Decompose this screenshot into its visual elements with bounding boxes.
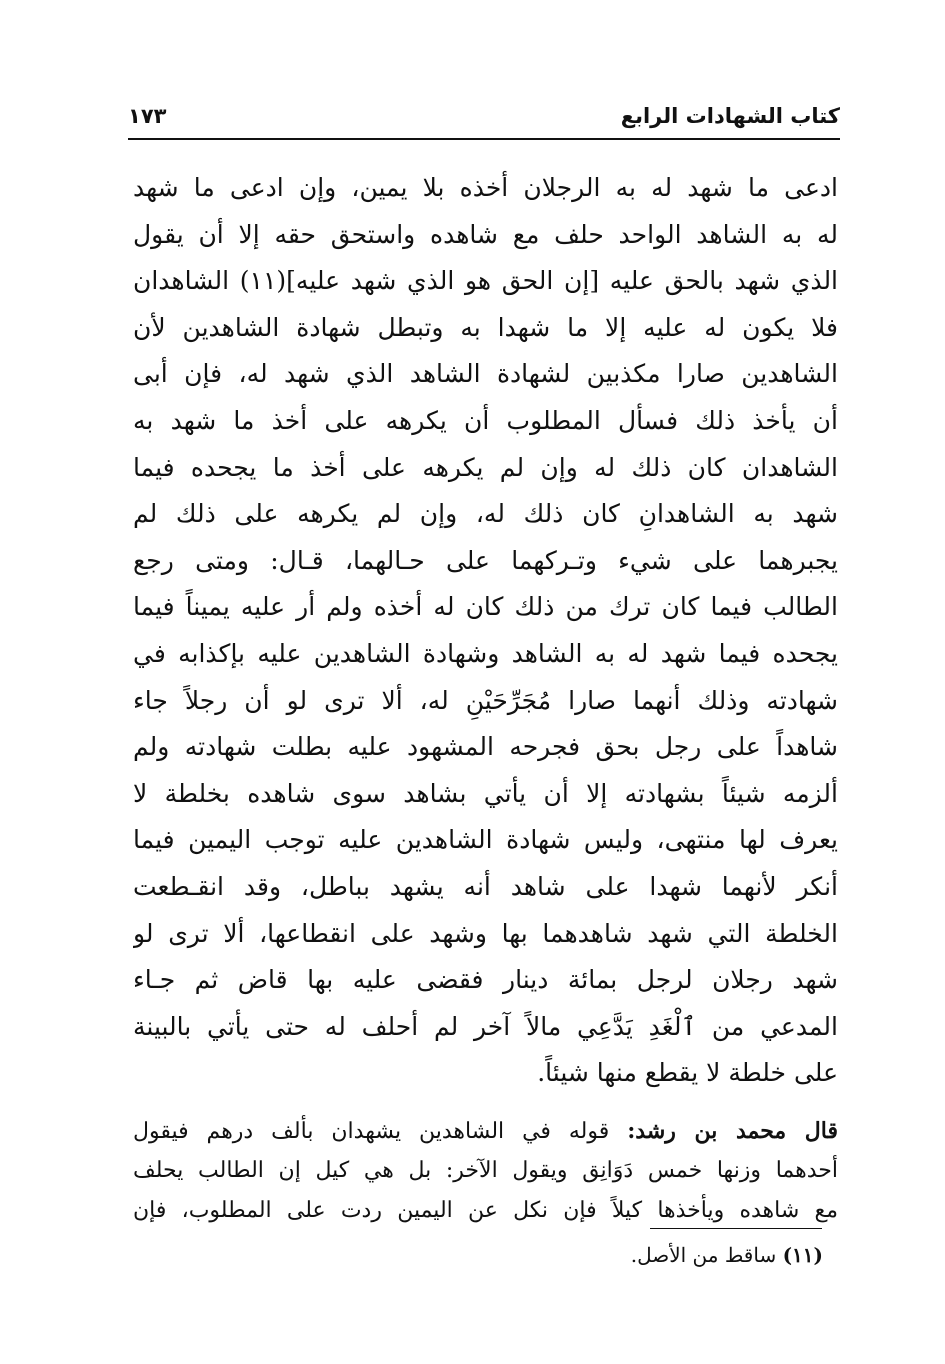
text-line: ادعى ما شهد له به الرجلان أخذه بلا يمين، وإن ادعى ما شهد [133, 173, 838, 202]
text-line: الشاهدين صارا مكذبين لشهادة الشاهد الذي شهد له، فإن أبى [133, 359, 838, 389]
text-line: على خلطة لا يقطع منها شيئاً. [537, 1058, 838, 1088]
footnote [631, 1243, 823, 1267]
commentary-line: مع شاهده ويأخذها كيلاً فإن نكل عن اليمين ردت على المطلوب، فإن [133, 1197, 838, 1223]
text-line: يجحده فيما شهد له به الشاهد وشهادة الشاهدين عليه بإكذابه في [133, 638, 838, 668]
main-text [133, 165, 838, 1231]
commentary-speaker: قال محمد بن رشد: [627, 1117, 838, 1144]
text-line: المدعي من ٱلْغَدِ يَدَّعِي مالاً آخر لم أحلف له حتى يأتي بالبينة [133, 1011, 838, 1041]
text-line: الخلطة التي شهد شاهدهما بها وشهد على انقطاعها، ألا ترى لو [133, 918, 838, 948]
text-line: الذي شهد بالحق عليه [إن الحق هو الذي شهد عليه](١١) الشاهدان [133, 266, 838, 296]
text-line: أنكر لأنهما شهدا على شاهد أنه يشهد بباطل، وقد انقـطعت [133, 871, 838, 901]
commentary-paragraph [133, 1111, 838, 1231]
commentary-line: أحدهما وزنها خمس دَوَانِق ويقول الآخر: بل هي كيل إن الطالب يحلف [133, 1157, 838, 1183]
commentary-line [133, 1111, 838, 1151]
footnote-text: ساقط من الأصل. [630, 1243, 783, 1267]
text-line: أن يأخذ ذلك فسأل المطلوب أن يكرهه على أخذ ما شهد به [133, 405, 838, 435]
text-line: فلا يكون له عليه إلا ما شهدا به وتبطل شهادة الشاهدين لأن [133, 312, 838, 342]
text-line: شهادته وذلك أنهما صارا مُجَرِّحَيْنِ له، ألا ترى لو أن رجلاً جاء [133, 685, 838, 715]
page-number: ١٧٣ [128, 104, 167, 128]
text-line: له به الشاهد الواحد حلف مع شاهده واستحق حقه إلا أن يقول [133, 219, 838, 249]
text-line: شاهداً على رجل بحق فجرحه المشهود عليه بطلت شهادته ولم [133, 732, 838, 762]
text-line: الشاهدان كان ذلك له وإن لم يكرهه على أخذ ما يجحده فيما [133, 452, 838, 482]
text-line: شهد به الشاهدانِ كان ذلك له، وإن لم يكرهه على ذلك لم [133, 499, 838, 529]
text-line: ألزمه شيئاً بشهادته إلا أن يأتي بشاهد سوى شاهده بخلطة لا [133, 778, 838, 808]
text-line: يجبرهما على شيء وتـركهما على حـالهما، قـال: ومتى رجع [133, 545, 838, 575]
footnote-number: (١١) [782, 1243, 823, 1267]
text-line: الطالب فيما كان ترك من ذلك كان له أخذه ولم أر عليه يميناً فيما [133, 592, 838, 622]
text-line: يعرف لها منتهى، وليس شهادة الشاهدين عليه توجب اليمين فيما [133, 825, 838, 855]
footnote-divider [650, 1228, 822, 1229]
text-line: شهد رجلان لرجل بمائة دينار فقضى عليه بها قاض ثم جـاء [133, 965, 838, 995]
chapter-title: كتاب الشهادات الرابع [620, 104, 840, 128]
running-header [128, 100, 840, 140]
commentary-text: قوله في الشاهدين يشهدان بألف درهم فيقول [133, 1118, 628, 1144]
